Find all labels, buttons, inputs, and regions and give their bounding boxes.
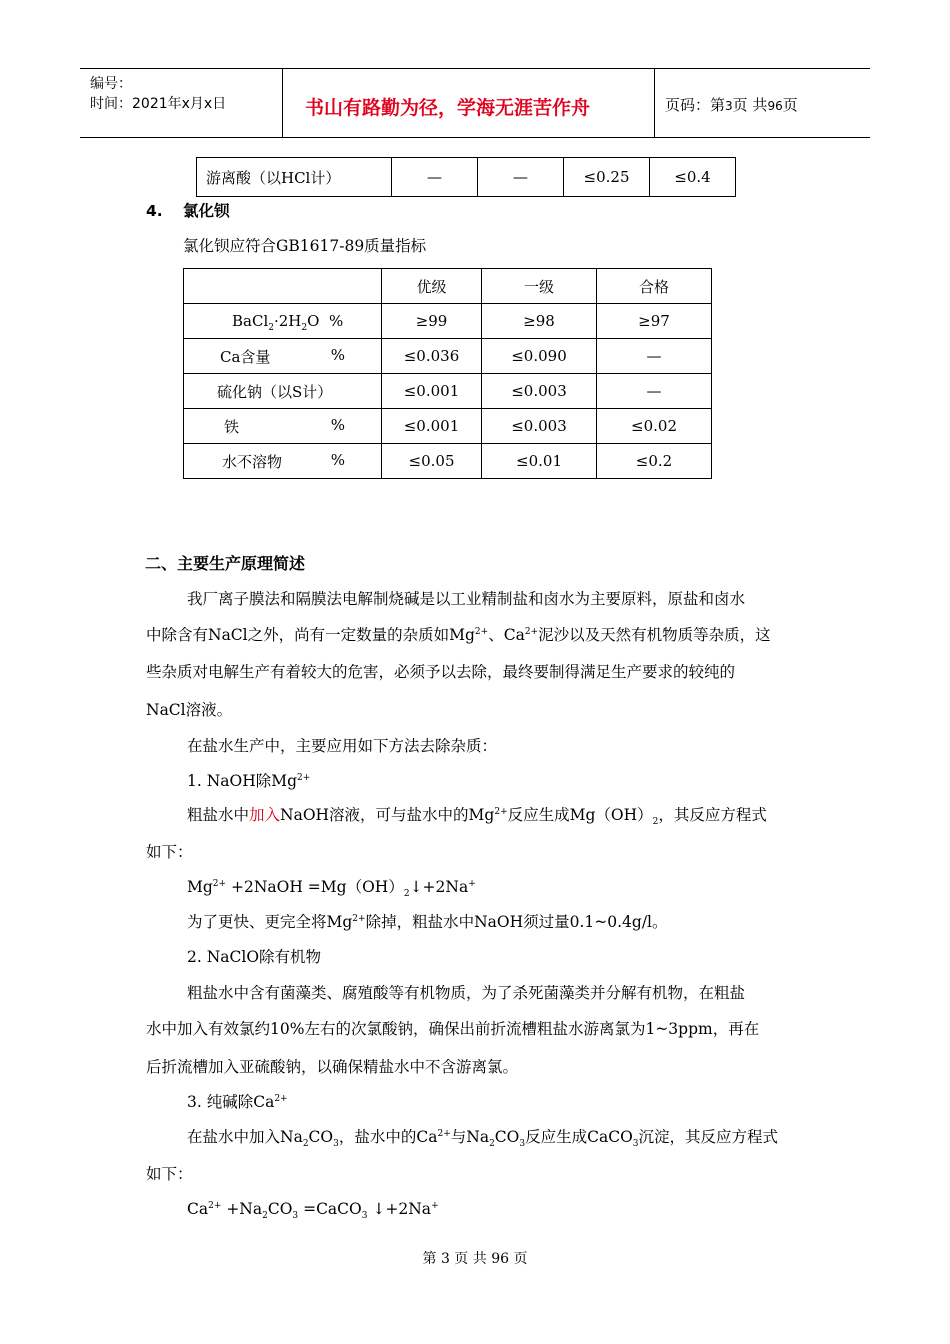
- table-row: [184, 339, 712, 374]
- table-row: [184, 304, 712, 339]
- header-motto-cell: [283, 69, 655, 137]
- document-number-label: 编号：: [90, 76, 132, 92]
- table-cell: $BaCl_2\cdot 2H_2O$ %: [184, 304, 382, 339]
- table-cell: —: [597, 339, 712, 374]
- paragraph-line: 后折流槽加入亚硫酸钠，以确保精盐水中不含游离氯。: [146, 1058, 519, 1076]
- table-cell: —: [392, 158, 478, 197]
- table-cell: ≤0.001: [382, 409, 482, 444]
- table-cell: ≤0.2: [597, 444, 712, 479]
- table-cell: ≤0.090: [482, 339, 597, 374]
- table-cell: —: [597, 374, 712, 409]
- header-page-number: 页码：第3页 共96页: [665, 96, 798, 114]
- page-header: [80, 68, 870, 138]
- table-cell: —: [478, 158, 564, 197]
- paragraph-line: 中除含有NaCl之外，尚有一定数量的杂质如$Mg^{2+}$、$Ca^{2+}$泥沙以及天然有机物质等杂质，这: [146, 626, 771, 644]
- table-row: [184, 374, 712, 409]
- table-header-cell: [184, 269, 382, 304]
- method-title: 2. NaClO除有机物: [187, 948, 322, 966]
- paragraph-line: 为了更快、更完全将$Mg^{2+}$除掉，粗盐水中NaOH须过量0.1~0.4g/l。: [187, 913, 668, 931]
- table-row: [197, 158, 736, 197]
- paragraph-line: NaCl溶液。: [146, 701, 233, 719]
- hcl-spec-table: [196, 157, 736, 197]
- table-cell: 水不溶物 %: [184, 444, 382, 479]
- method-title: 1. NaOH除$Mg^{2+}$: [187, 772, 311, 790]
- paragraph-line: 水中加入有效氯约10%左右的次氯酸钠，确保出前折流槽粗盐水游离氯为1~3ppm，再在: [146, 1020, 760, 1038]
- paragraph-line: 粗盐水中加入NaOH溶液，可与盐水中的$Mg^{2+}$反应生成$Mg(OH)_2$，其反应方程式: [187, 806, 767, 828]
- equation: $Mg^{2+}$ +2NaOH $=Mg(OH)_2↓+2Na^+$: [187, 878, 476, 900]
- section-title: 氯化钡: [183, 202, 230, 220]
- table-cell: 铁 %: [184, 409, 382, 444]
- table-cell: ≤0.4: [650, 158, 736, 197]
- method-title: 3. 纯碱除$Ca^{2+}$: [187, 1093, 288, 1111]
- table-cell: ≤0.001: [382, 374, 482, 409]
- document-date: 时间：2021年x月x日: [90, 96, 227, 112]
- table-row: [184, 444, 712, 479]
- table-cell: ≥99: [382, 304, 482, 339]
- paragraph-line: 如下：: [146, 843, 193, 861]
- page-footer: 第 3 页 共 96 页: [422, 1251, 528, 1267]
- table-cell: 硫化钠（以S计）: [184, 374, 382, 409]
- table-cell: ≤0.02: [597, 409, 712, 444]
- table-cell: ≤0.036: [382, 339, 482, 374]
- paragraph-line: 些杂质对电解生产有着较大的危害，必须予以去除，最终要制得满足生产要求的较纯的: [146, 663, 736, 681]
- table-header-cell: 合格: [597, 269, 712, 304]
- header-meta: [80, 69, 283, 137]
- highlight-text: 加入: [249, 806, 281, 824]
- paragraph-line: 如下：: [146, 1165, 193, 1183]
- table-cell: ≥97: [597, 304, 712, 339]
- section-heading: 二、主要生产原理简述: [145, 554, 306, 573]
- table-header-cell: 一级: [482, 269, 597, 304]
- table-row: [184, 409, 712, 444]
- section-intro: 氯化钡应符合GB1617-89质量指标: [183, 237, 427, 255]
- equation: $Ca^{2+} +Na_2CO_3$ =CaCO$_3$ ↓+2Na+: [187, 1200, 439, 1222]
- paragraph-line: 粗盐水中含有菌藻类、腐殖酸等有机物质，为了杀死菌藻类并分解有机物，在粗盐: [187, 984, 746, 1002]
- table-header-row: [184, 269, 712, 304]
- header-page-total: 96: [767, 99, 783, 113]
- bacl2-spec-table: [183, 268, 712, 479]
- table-cell: ≥98: [482, 304, 597, 339]
- header-page-current: 3: [725, 99, 733, 113]
- table-cell: ≤0.25: [564, 158, 650, 197]
- paragraph-line: 在盐水生产中，主要应用如下方法去除杂质：: [187, 737, 498, 755]
- header-motto: 书山有路勤为径，学海无涯苦作舟: [305, 97, 591, 119]
- table-cell: ≤0.05: [382, 444, 482, 479]
- table-cell: 游离酸（以HCl计）: [197, 158, 392, 197]
- section-number: 4.: [146, 202, 163, 220]
- table-cell: ≤0.01: [482, 444, 597, 479]
- table-header-cell: 优级: [382, 269, 482, 304]
- paragraph-line: 我厂离子膜法和隔膜法电解制烧碱是以工业精制盐和卤水为主要原料，原盐和卤水: [187, 590, 746, 608]
- table-cell: Ca含量 %: [184, 339, 382, 374]
- paragraph-line: 在盐水中加入$Na_2CO_3$，盐水中的$Ca^{2+}$与$Na_2CO_3$反应生成CaCO$_3$沉淀，其反应方程式: [187, 1128, 779, 1150]
- table-cell: ≤0.003: [482, 409, 597, 444]
- table-cell: ≤0.003: [482, 374, 597, 409]
